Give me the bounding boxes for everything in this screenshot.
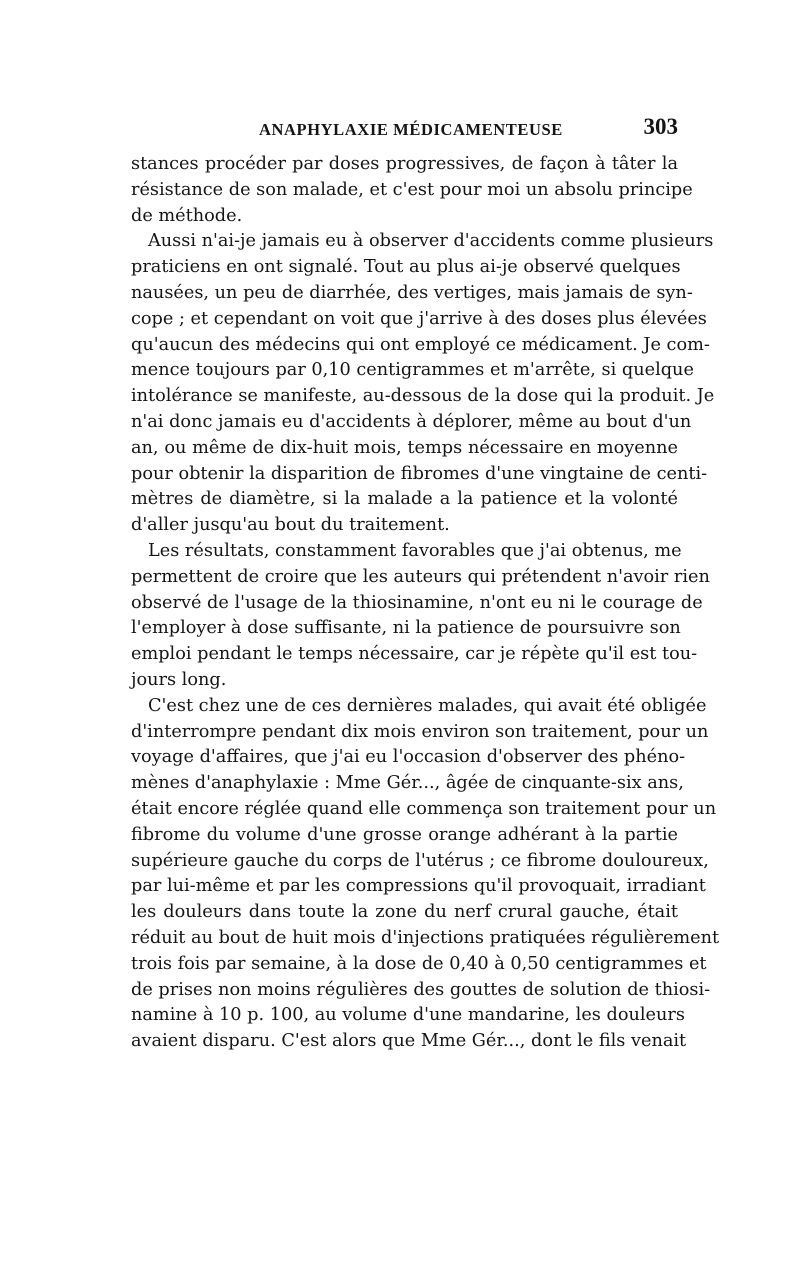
text-line: supérieure gauche du corps de l'utérus ; ce fibrome douloureux,	[131, 850, 709, 871]
text-line: jours long.	[131, 669, 227, 690]
text-line: l'employer à dose suffisante, ni la patience de poursuivre son	[131, 618, 681, 639]
text-line: fibrome du volume d'une grosse orange adhérant à la partie	[131, 824, 678, 845]
text-line: avaient disparu. C'est alors que Mme Gér..., dont le fils venait	[131, 1031, 687, 1052]
text-line: permettent de croire que les auteurs qui prétendent n'avoir rien	[131, 566, 710, 587]
text-line: observé de l'usage de la thiosinamine, n'ont eu ni le courage de	[131, 592, 703, 613]
text-line: praticiens en ont signalé. Tout au plus ai-je observé quelques	[131, 257, 681, 278]
text-line: C'est chez une de ces dernières malades, qui avait été obligée	[148, 695, 707, 716]
running-head	[131, 112, 678, 142]
text-line: mence toujours par 0,10 centigrammes et m'arrête, si quelque	[131, 360, 694, 381]
text-line: réduit au bout de huit mois d'injections pratiquées régulièrement	[131, 927, 720, 948]
text-line: pour obtenir la disparition de fibromes d'une vingtaine de centi-	[131, 463, 708, 484]
text-line: voyage d'affaires, que j'ai eu l'occasion d'observer des phéno-	[131, 747, 686, 768]
text-line: était encore réglée quand elle commença son traitement pour un	[131, 798, 717, 819]
text-line: stances procéder par doses progressives, de façon à tâter la	[131, 154, 678, 174]
text-line: par lui-même et par les compressions qu'il provoquait, irradiant	[131, 876, 706, 897]
text-line: trois fois par semaine, à la dose de 0,40 à 0,50 centigrammes et	[131, 953, 707, 974]
text-line: résistance de son malade, et c'est pour moi un absolu principe	[131, 179, 693, 200]
body-text	[131, 152, 720, 1055]
page-number: 303	[643, 114, 678, 139]
text-line: d'aller jusqu'au bout du traitement.	[131, 515, 450, 536]
text-line: mètres de diamètre, si la malade a la patience et la volonté	[131, 489, 678, 510]
text-line: d'interrompre pendant dix mois environ son traitement, pour un	[131, 721, 709, 742]
text-line: n'ai donc jamais eu d'accidents à déplorer, même au bout d'un	[131, 411, 692, 432]
text-line: qu'aucun des médecins qui ont employé ce médicament. Je com-	[131, 334, 710, 355]
running-title: ANAPHYLAXIE MÉDICAMENTEUSE	[259, 120, 563, 139]
text-line: Aussi n'ai-je jamais eu à observer d'accidents comme plusieurs	[148, 231, 714, 252]
text-line: emploi pendant le temps nécessaire, car je répète qu'il est tou-	[131, 644, 698, 665]
text-line: intolérance se manifeste, au-dessous de la dose qui la produit. Je	[131, 386, 715, 407]
text-line: Les résultats, constamment favorables que j'ai obtenus, me	[148, 540, 682, 561]
text-line: mènes d'anaphylaxie : Mme Gér..., âgée de cinquante-six ans,	[131, 773, 684, 794]
text-line: nausées, un peu de diarrhée, des vertiges, mais jamais de syn-	[131, 282, 693, 303]
text-line: de prises non moins régulières des gouttes de solution de thiosi-	[131, 979, 711, 1000]
text-line: de méthode.	[131, 205, 243, 226]
text-line: namine à 10 p. 100, au volume d'une mandarine, les douleurs	[131, 1005, 685, 1026]
text-line: les douleurs dans toute la zone du nerf crural gauche, était	[131, 902, 678, 923]
text-line: an, ou même de dix-huit mois, temps nécessaire en moyenne	[131, 437, 678, 458]
text-line: cope ; et cependant on voit que j'arrive à des doses plus élevées	[131, 308, 707, 329]
